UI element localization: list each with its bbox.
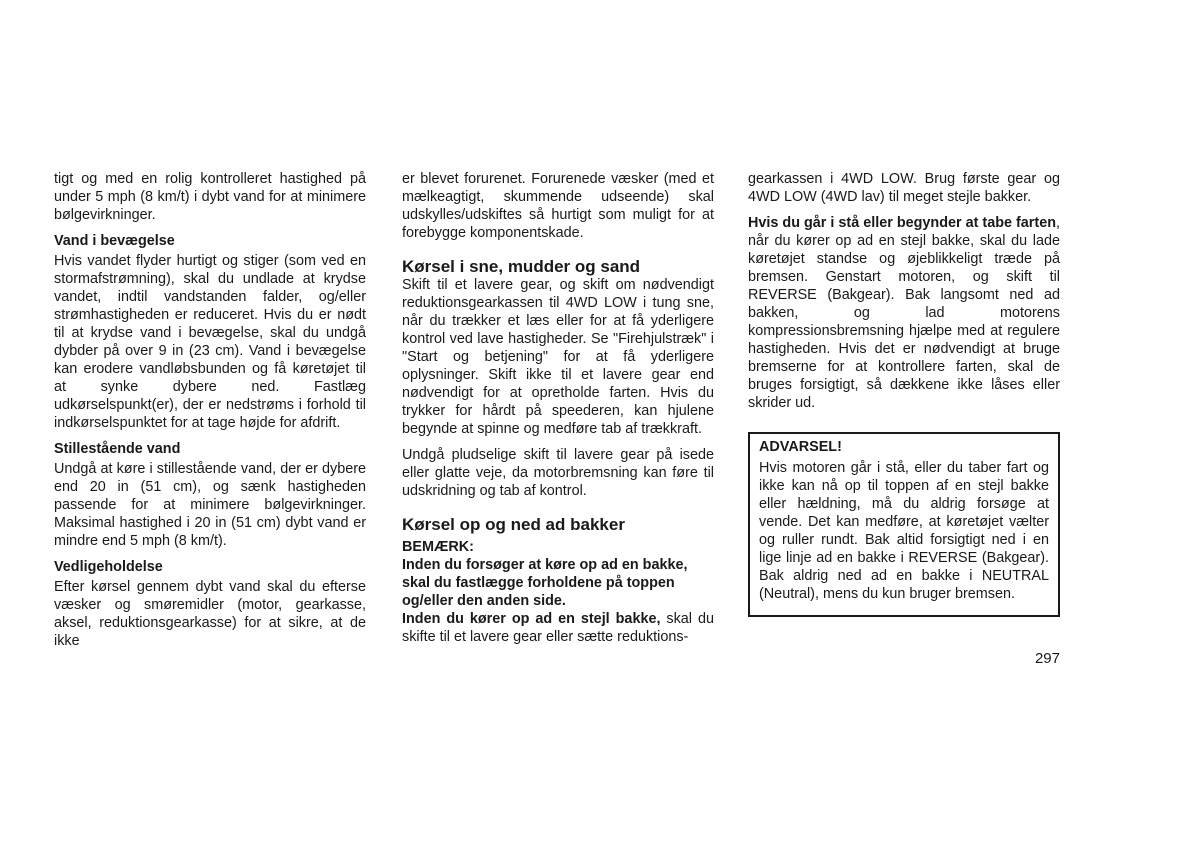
- note-label: BEMÆRK:: [402, 539, 474, 555]
- page-number: 297: [1034, 650, 1060, 667]
- text-column-2: [402, 170, 714, 646]
- warning-text: Hvis motoren går i stå, eller du taber fart og ikke kan nå op til toppen af en stejl bakke eller hældning, må du aldrig forsøge at vende. Det kan medføre, at køretøjet vælter og ruller rundt. Bak altid forsigtigt ned i en lige linje ad en bakke i REVERSE (Bakgear). Bak aldrig ned ad en bakke i NEUTRAL (Neutral), mens du kun bruger bremsen.: [759, 460, 1049, 602]
- paragraph-rest: skal du skifte til et lavere gear eller sætte reduktions-: [402, 611, 714, 645]
- subheading-maintenance: Vedligeholdelse: [54, 559, 163, 575]
- note-text: Inden du forsøger at køre op ad en bakke, skal du fastlægge forholdene på toppen og/eller den anden side.: [402, 557, 688, 609]
- bold-lead: Hvis du går i stå eller begynder at tabe farten: [748, 215, 1056, 231]
- warning-title: ADVARSEL!: [759, 439, 842, 455]
- bold-lead: Inden du kører op ad en stejl bakke,: [402, 611, 661, 627]
- section-heading-snow-mud-sand: Kørsel i sne, mudder og sand: [402, 257, 641, 276]
- paragraph: [402, 610, 714, 646]
- text-column-1: [54, 170, 366, 650]
- paragraph: Efter kørsel gennem dybt vand skal du efterse væsker og smøremidler (motor, gearkasse, aksel, reduktionsgearkasse) for at sikre, at de ikke: [54, 579, 366, 649]
- subheading-moving-water: Vand i bevægelse: [54, 233, 175, 249]
- text-column-3: [748, 170, 1060, 617]
- paragraph-rest: , når du kører op ad en stejl bakke, skal du lade køretøjet standse og øjeblikkeligt træde på bremsen. Genstart motoren, og skift til REVERSE (Bakgear). Bak langsomt ned ad bakken, og lad motorens kompressionsbremsning hjælpe med at regulere hastigheden. Hvis det er nødvendigt at bruge bremserne for at kontrollere farten, skal de bruges forsigtigt, så dækkene ikke låses eller skrider ud.: [748, 215, 1060, 411]
- paragraph: [748, 214, 1060, 412]
- paragraph: Skift til et lavere gear, og skift om nødvendigt reduktionsgearkassen til 4WD LOW i tung sne, når du trækker et læs eller for at få yderligere kontrol ved lave hastigheder. Se "Firehjulstræk" i "Start og betjening" for at få yderligere oplysninger. Skift ikke til et lavere gear end nødvendigt for at opretholde farten. Hvis du trykker for hårdt på speederen, kan hjulene begynde at spinne og medføre tab af trækkraft.: [402, 277, 714, 437]
- subheading-standing-water: Stillestående vand: [54, 441, 181, 457]
- paragraph: gearkassen i 4WD LOW. Brug første gear og 4WD LOW (4WD lav) til meget stejle bakker.: [748, 171, 1060, 205]
- section-heading-hills: Kørsel op og ned ad bakker: [402, 515, 625, 534]
- paragraph: Undgå at køre i stillestående vand, der er dybere end 20 in (51 cm), og sænk hastigheden passende for at minimere bølgevirkninger. Maksimal hastighed i 20 in (51 cm) dybt vand er mindre end 5 mph (8 km/t).: [54, 461, 366, 549]
- paragraph: er blevet forurenet. Forurenede væsker (med et mælkeagtigt, skummende udseende) skal udskylles/udskiftes så hurtigt som muligt for at forebygge komponentskade.: [402, 171, 714, 241]
- paragraph: Hvis vandet flyder hurtigt og stiger (som ved en stormafstrømning), skal du undlade at krydse vandet, indtil vandstanden falder, og/eller strømhastigheden er reduceret. Hvis du er nødt til at krydse vand i bevægelse, skal du undgå dybder på over 9 in (23 cm). Vand i bevægelse kan erodere vandløbsbunden og få køretøjet til at synke dybere ned. Fastlæg udkørselspunkt(er), der er nedstrøms i forhold til indkørselspunktet for at tage højde for afdrift.: [54, 253, 366, 431]
- paragraph: tigt og med en rolig kontrolleret hastighed på under 5 mph (8 km/t) i dybt vand for at minimere bølgevirkninger.: [54, 171, 366, 223]
- paragraph: Undgå pludselige skift til lavere gear på isede eller glatte veje, da motorbremsning kan føre til udskridning og tab af kontrol.: [402, 447, 714, 499]
- warning-box: [748, 432, 1060, 617]
